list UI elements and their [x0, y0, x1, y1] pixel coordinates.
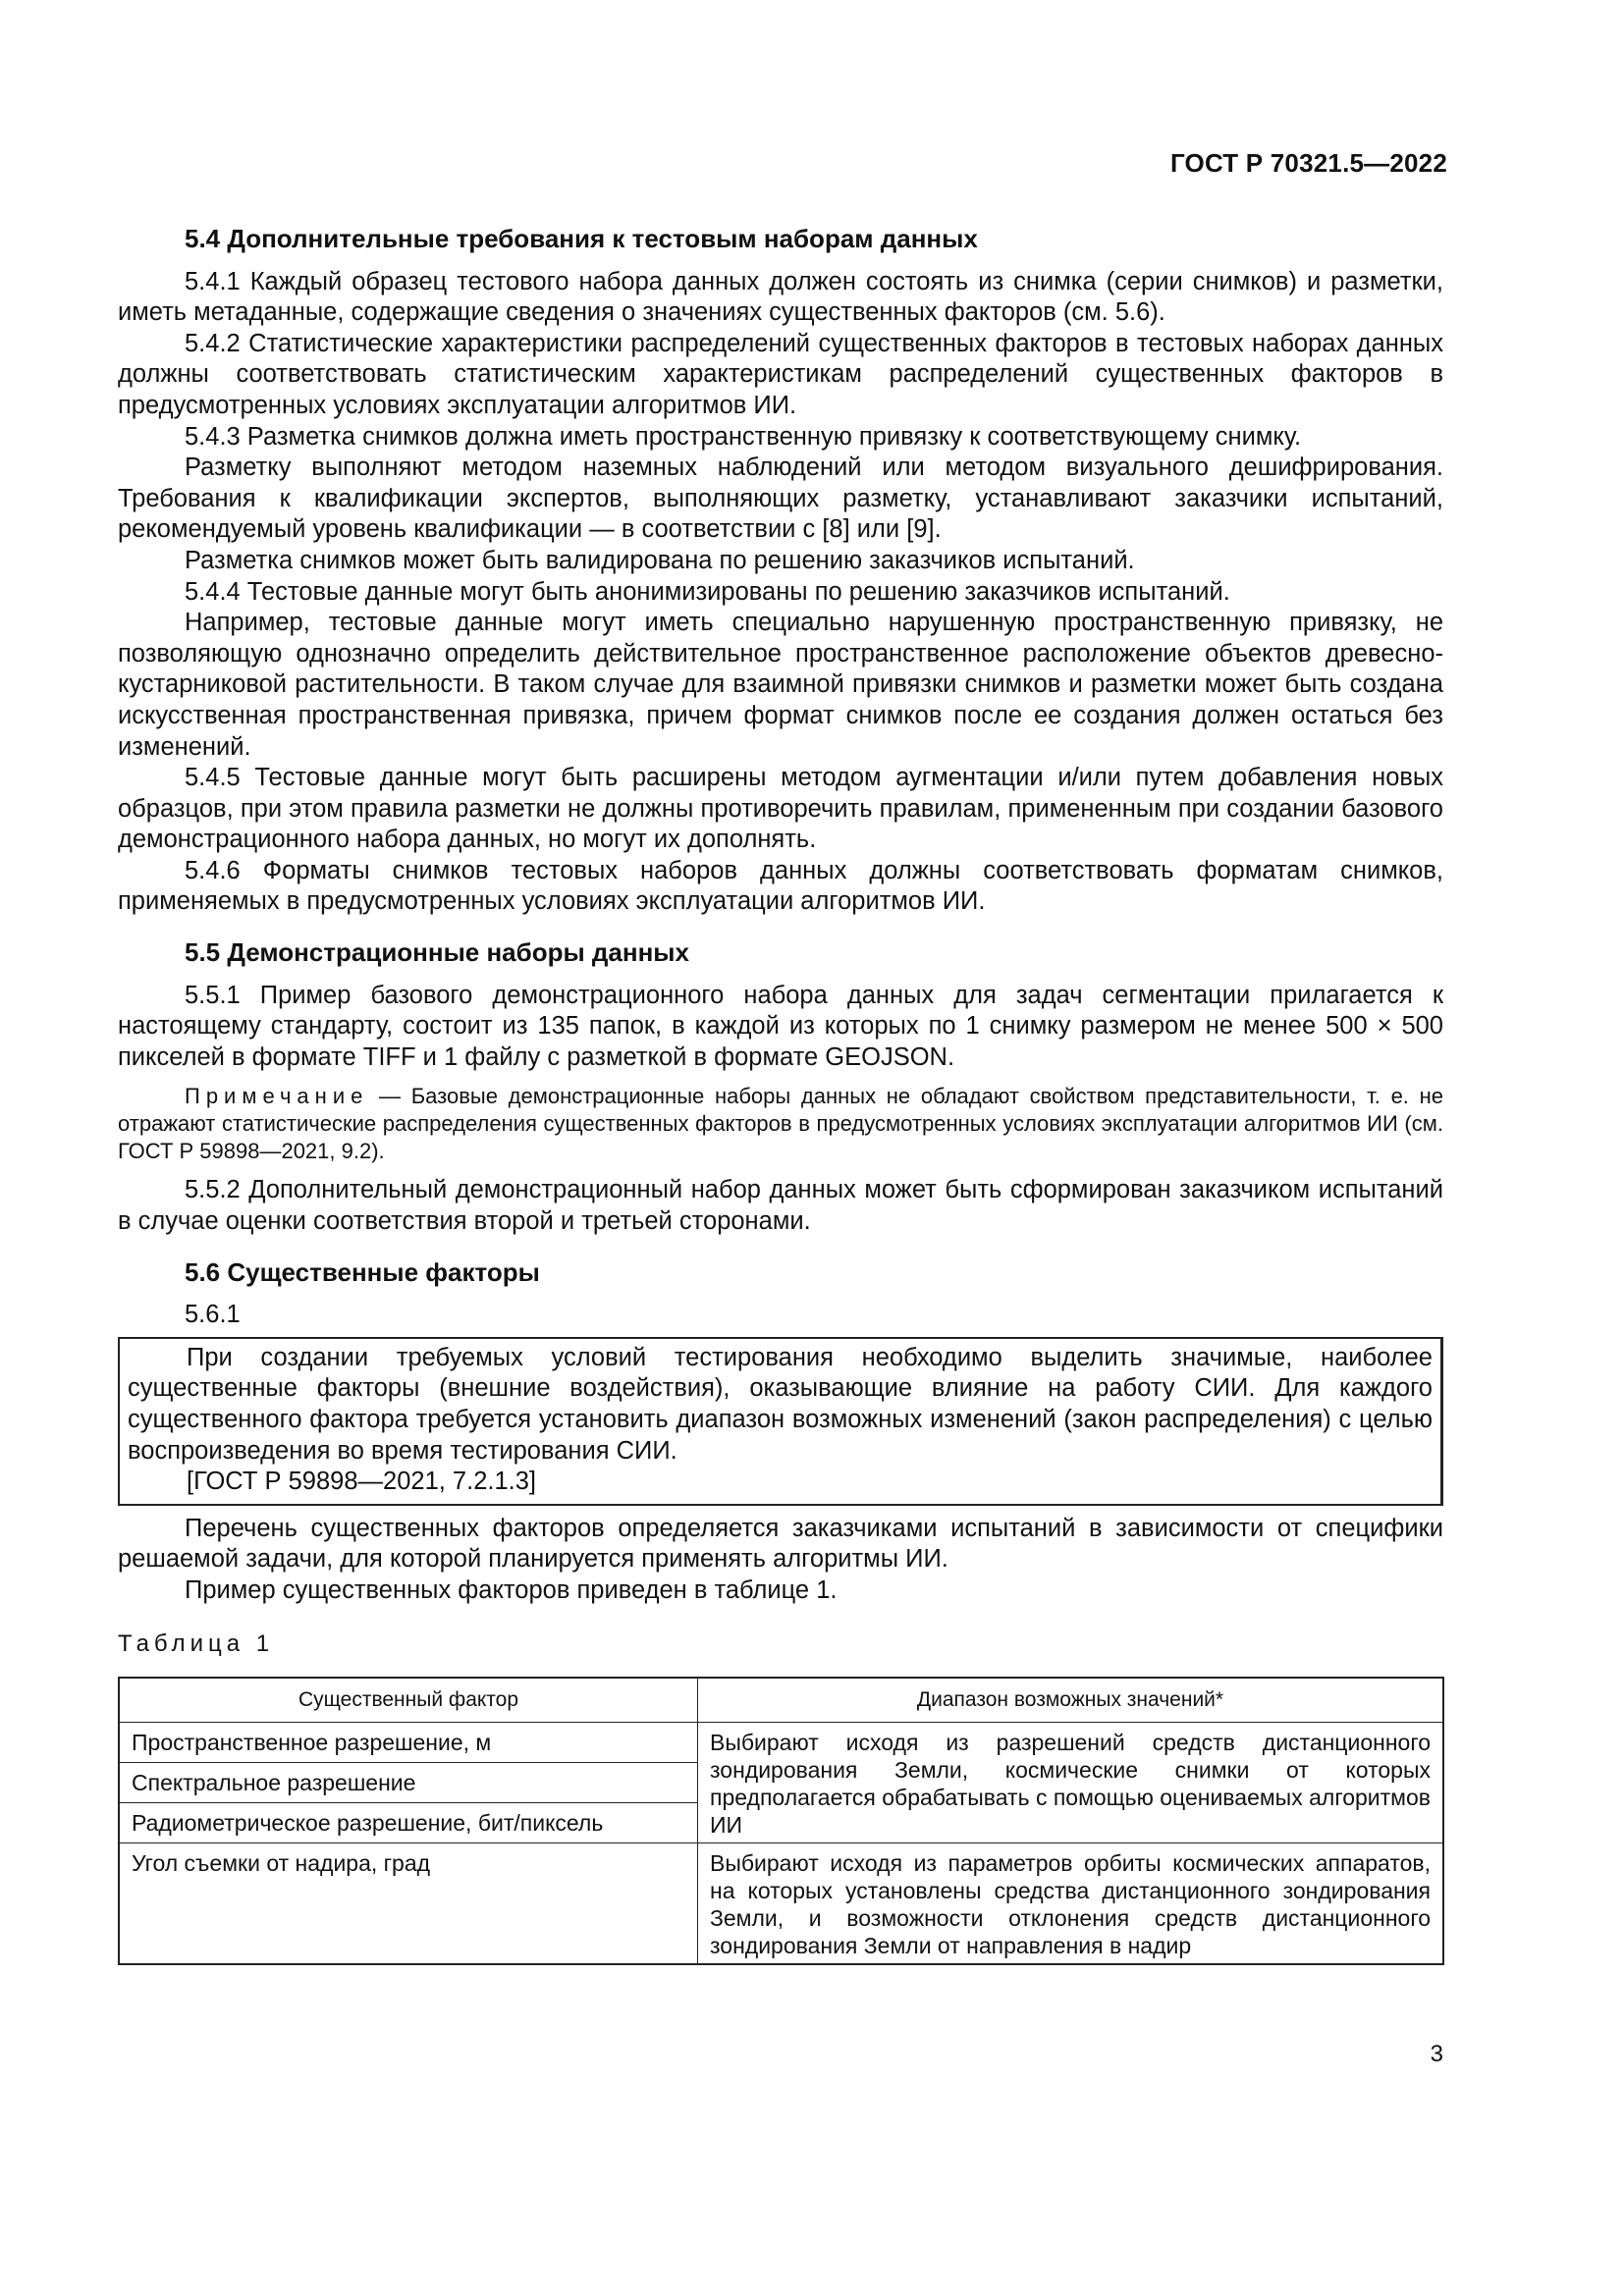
paragraph: 5.5.2 Дополнительный демонстрационный набор данных может быть сформирован заказчиком испытаний в случае оценки соответствия второй и третьей сторонами.: [118, 1176, 1443, 1236]
table-cell-range: Выбирают исходя из параметров орбиты космических аппаратов, на которых установлены средства дистанционного зондирования Земли, и возможности отклонения средств дистанционного зондирования Земли от направления в надир: [698, 1843, 1444, 1965]
subsection-number: 5.6.1: [185, 1301, 241, 1329]
paragraph: 5.4.4 Тестовые данные могут быть анонимизированы по решению заказчиков испытаний.: [185, 577, 1230, 606]
note-label: Примечание: [185, 1084, 369, 1109]
table-row: [119, 1723, 1443, 1763]
table-cell-factor: Угол съемки от надира, град: [119, 1843, 698, 1965]
section-5-4-heading: 5.4 Дополнительные требования к тестовым наборам данных: [185, 224, 978, 253]
paragraph: Перечень существенных факторов определяется заказчиками испытаний в зависимости от специфики решаемой задачи, для которой планируется применять алгоритмы ИИ.: [118, 1514, 1443, 1574]
table-header-row: [119, 1678, 1443, 1723]
paragraph: 5.4.5 Тестовые данные могут быть расширены методом аугментации и/или путем добавления новых образцов, при этом правила разметки не должны противоречить правилам, примененным при создании базового демонстрационного набора данных, но могут их дополнять.: [118, 764, 1443, 854]
section-5-6-heading: 5.6 Существенные факторы: [185, 1256, 540, 1287]
table-label: Таблица 1: [118, 1629, 275, 1657]
paragraph: 5.4.1 Каждый образец тестового набора данных должен состоять из снимка (серии снимков) и разметки, иметь метаданные, содержащие сведения о значениях существенных факторов (см. 5.6).: [118, 267, 1443, 327]
paragraph: 5.5.1 Пример базового демонстрационного набора данных для задач сегментации прилагается к настоящему стандарту, состоит из 135 папок, в каждой из которых по 1 снимку размером не менее 500 × 500 пикселей в формате TIFF и 1 файлу с разметкой в формате GEOJSON.: [118, 981, 1443, 1071]
table-header-factor: Существенный фактор: [119, 1678, 698, 1723]
quotation-box: [118, 1337, 1443, 1506]
paragraph: 5.4.6 Форматы снимков тестовых наборов данных должны соответствовать форматам снимков, применяемых в предусмотренных условиях эксплуатации алгоритмов ИИ.: [118, 856, 1443, 916]
quote-text: При создании требуемых условий тестирования необходимо выделить значимые, наиболее существенные факторы (внешние воздействия), оказывающие влияние на работу СИИ. Для каждого существенного фактора требуется установить диапазон возможных изменений (закон распределения) с целью воспроизведения во время тестирования СИИ.: [128, 1343, 1433, 1465]
table-cell-factor: Спектральное разрешение: [119, 1763, 698, 1803]
page-content: [118, 224, 1443, 1965]
section-5-5-heading: 5.5 Демонстрационные наборы данных: [185, 937, 689, 968]
table-cell-factor: Пространственное разрешение, м: [119, 1723, 698, 1763]
paragraph: 5.4.3 Разметка снимков должна иметь пространственную привязку к соответствующему снимку.: [185, 422, 1302, 451]
factors-table: [118, 1677, 1444, 1965]
paragraph: Разметка снимков может быть валидирована по решению заказчиков испытаний.: [185, 546, 1135, 574]
note: [118, 1083, 1443, 1165]
document-code: ГОСТ Р 70321.5—2022: [1169, 148, 1447, 178]
paragraph: Пример существенных факторов приведен в таблице 1.: [185, 1575, 838, 1604]
paragraph: Разметку выполняют методом наземных наблюдений или методом визуального дешифрирования. Требования к квалификации экспертов, выполняющих разметку, устанавливают заказчики испытаний, рекомендуемый уровень квалификации — в соответствии с [8] или [9].: [118, 454, 1443, 544]
table-row: [119, 1843, 1443, 1965]
table-header-range: Диапазон возможных значений*: [698, 1678, 1444, 1723]
table-cell-factor: Радиометрическое разрешение, бит/пиксель: [119, 1803, 698, 1843]
quote-reference: [ГОСТ Р 59898—2021, 7.2.1.3]: [187, 1468, 536, 1496]
page-number: 3: [1430, 2041, 1443, 2067]
paragraph: Например, тестовые данные могут иметь специально нарушенную пространственную привязку, не позволяющую однозначно определить действительное пространственное расположение объектов древесно-кустарниковой растительности. В таком случае для взаимной привязки снимков и разметки может быть создана искусственная пространственная привязка, причем формат снимков после ее создания должен остаться без изменений.: [118, 609, 1443, 761]
table-cell-range: Выбирают исходя из разрешений средств дистанционного зондирования Земли, космические снимки от которых предполагается обрабатывать с помощью оцениваемых алгоритмов ИИ: [698, 1723, 1444, 1843]
note-text: — Базовые демонстрационные наборы данных не обладают свойством представительности, т. е. не отражают статистические распределения существенных факторов в предусмотренных условиях эксплуатации алгоритмов ИИ (см. ГОСТ Р 59898—2021, 9.2).: [118, 1084, 1443, 1164]
paragraph: 5.4.2 Статистические характеристики распределений существенных факторов в тестовых наборах данных должны соответствовать статистическим характеристикам распределений существенных факторов в предусмотренных условиях эксплуатации алгоритмов ИИ.: [118, 329, 1443, 419]
